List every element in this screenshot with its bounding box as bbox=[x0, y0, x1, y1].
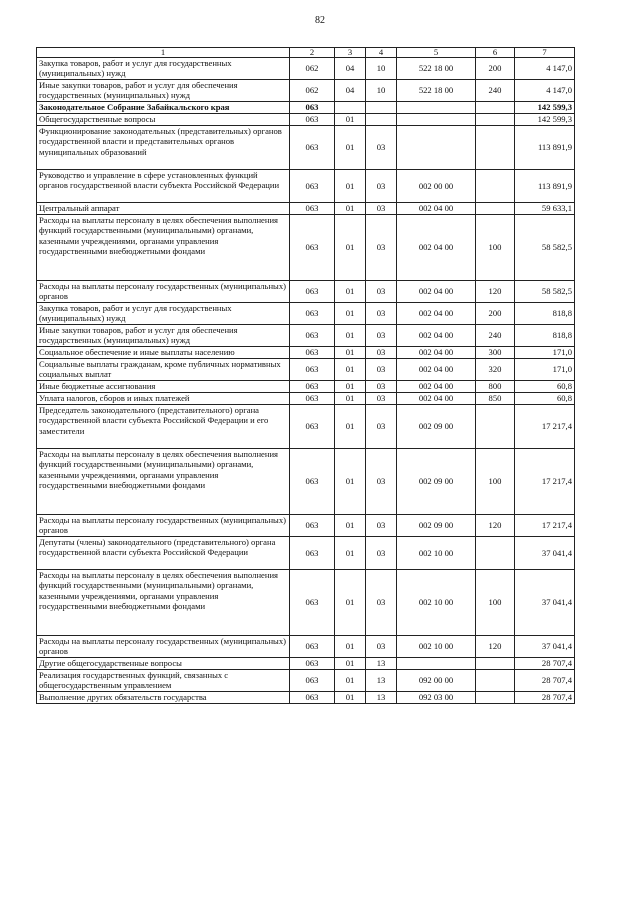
section-code-cell: 04 bbox=[335, 80, 366, 102]
amount-cell: 142 599,3 bbox=[515, 102, 575, 114]
row-name-cell: Иные закупки товаров, работ и услуг для обеспечения государственных (муниципальных) нужд bbox=[37, 325, 290, 347]
section-code-cell: 01 bbox=[335, 381, 366, 393]
expense-type-cell: 100 bbox=[476, 215, 515, 281]
subsection-code-cell: 13 bbox=[366, 658, 397, 670]
expense-type-cell bbox=[476, 203, 515, 215]
amount-cell: 17 217,4 bbox=[515, 449, 575, 515]
section-code-cell: 01 bbox=[335, 570, 366, 636]
amount-cell: 113 891,9 bbox=[515, 126, 575, 170]
subsection-code-cell: 03 bbox=[366, 636, 397, 658]
amount-cell: 171,0 bbox=[515, 347, 575, 359]
subsection-code-cell: 03 bbox=[366, 126, 397, 170]
amount-cell: 60,8 bbox=[515, 393, 575, 405]
target-article-cell: 002 04 00 bbox=[397, 303, 476, 325]
expense-type-cell: 120 bbox=[476, 636, 515, 658]
row-name-cell: Расходы на выплаты персоналу государственных (муниципальных) органов bbox=[37, 281, 290, 303]
row-name-cell: Законодательное Собрание Забайкальского края bbox=[37, 102, 290, 114]
row-name-cell: Руководство и управление в сфере установленных функций органов государственной власти субъекта Российской Федерации bbox=[37, 170, 290, 203]
table-row bbox=[37, 570, 575, 636]
table-row bbox=[37, 325, 575, 347]
section-code-cell: 01 bbox=[335, 281, 366, 303]
admin-code-cell: 063 bbox=[290, 114, 335, 126]
column-header: 7 bbox=[515, 48, 575, 58]
row-name-cell: Социальные выплаты гражданам, кроме публичных нормативных социальных выплат bbox=[37, 359, 290, 381]
target-article-cell bbox=[397, 102, 476, 114]
expense-type-cell: 200 bbox=[476, 58, 515, 80]
target-article-cell: 522 18 00 bbox=[397, 58, 476, 80]
expense-type-cell bbox=[476, 405, 515, 449]
table-row bbox=[37, 203, 575, 215]
column-header: 3 bbox=[335, 48, 366, 58]
section-code-cell: 01 bbox=[335, 347, 366, 359]
target-article-cell: 002 09 00 bbox=[397, 405, 476, 449]
column-header: 2 bbox=[290, 48, 335, 58]
expense-type-cell: 240 bbox=[476, 325, 515, 347]
subsection-code-cell: 13 bbox=[366, 670, 397, 692]
subsection-code-cell: 03 bbox=[366, 537, 397, 570]
column-header: 5 bbox=[397, 48, 476, 58]
row-name-cell: Закупка товаров, работ и услуг для государственных (муниципальных) нужд bbox=[37, 58, 290, 80]
amount-cell: 28 707,4 bbox=[515, 670, 575, 692]
subsection-code-cell: 03 bbox=[366, 449, 397, 515]
expense-type-cell bbox=[476, 537, 515, 570]
subsection-code-cell: 03 bbox=[366, 281, 397, 303]
subsection-code-cell: 03 bbox=[366, 515, 397, 537]
subsection-code-cell: 03 bbox=[366, 381, 397, 393]
row-name-cell: Расходы на выплаты персоналу в целях обеспечения выполнения функций государственными (муниципальными) органами, казенными учреждениями, органами управления государственными внебюджетными фондами bbox=[37, 570, 290, 636]
section-code-cell: 01 bbox=[335, 405, 366, 449]
admin-code-cell: 062 bbox=[290, 58, 335, 80]
admin-code-cell: 063 bbox=[290, 449, 335, 515]
row-name-cell: Иные закупки товаров, работ и услуг для обеспечения государственных (муниципальных) нужд bbox=[37, 80, 290, 102]
admin-code-cell: 063 bbox=[290, 405, 335, 449]
section-code-cell bbox=[335, 102, 366, 114]
table-row bbox=[37, 359, 575, 381]
section-code-cell: 01 bbox=[335, 126, 366, 170]
admin-code-cell: 063 bbox=[290, 102, 335, 114]
table-row bbox=[37, 393, 575, 405]
target-article-cell: 002 04 00 bbox=[397, 359, 476, 381]
section-code-cell: 01 bbox=[335, 215, 366, 281]
amount-cell: 113 891,9 bbox=[515, 170, 575, 203]
section-code-cell: 01 bbox=[335, 170, 366, 203]
admin-code-cell: 063 bbox=[290, 170, 335, 203]
amount-cell: 59 633,1 bbox=[515, 203, 575, 215]
subsection-code-cell: 03 bbox=[366, 570, 397, 636]
expense-type-cell: 120 bbox=[476, 515, 515, 537]
column-header: 4 bbox=[366, 48, 397, 58]
row-name-cell: Расходы на выплаты персоналу в целях обеспечения выполнения функций государственными (муниципальными) органами, казенными учреждениями, органами управления государственными внебюджетными фондами bbox=[37, 449, 290, 515]
amount-cell: 17 217,4 bbox=[515, 515, 575, 537]
row-name-cell: Реализация государственных функций, связанных с общегосударственным управлением bbox=[37, 670, 290, 692]
target-article-cell: 002 04 00 bbox=[397, 325, 476, 347]
subsection-code-cell bbox=[366, 114, 397, 126]
section-code-cell: 01 bbox=[335, 303, 366, 325]
amount-cell: 58 582,5 bbox=[515, 215, 575, 281]
subsection-code-cell: 03 bbox=[366, 393, 397, 405]
table-header-row bbox=[37, 48, 575, 58]
row-name-cell: Уплата налогов, сборов и иных платежей bbox=[37, 393, 290, 405]
target-article-cell: 002 10 00 bbox=[397, 537, 476, 570]
admin-code-cell: 063 bbox=[290, 215, 335, 281]
amount-cell: 171,0 bbox=[515, 359, 575, 381]
section-code-cell: 01 bbox=[335, 515, 366, 537]
section-code-cell: 01 bbox=[335, 692, 366, 704]
amount-cell: 28 707,4 bbox=[515, 692, 575, 704]
table-row bbox=[37, 58, 575, 80]
section-code-cell: 01 bbox=[335, 393, 366, 405]
subsection-code-cell: 03 bbox=[366, 359, 397, 381]
target-article-cell: 092 03 00 bbox=[397, 692, 476, 704]
expense-type-cell bbox=[476, 126, 515, 170]
expense-type-cell: 300 bbox=[476, 347, 515, 359]
target-article-cell: 002 10 00 bbox=[397, 570, 476, 636]
table-row bbox=[37, 80, 575, 102]
subsection-code-cell: 03 bbox=[366, 203, 397, 215]
column-header: 6 bbox=[476, 48, 515, 58]
table-row bbox=[37, 114, 575, 126]
table-row bbox=[37, 126, 575, 170]
section-code-cell: 01 bbox=[335, 114, 366, 126]
subsection-code-cell: 03 bbox=[366, 170, 397, 203]
subsection-code-cell: 10 bbox=[366, 80, 397, 102]
expense-type-cell: 120 bbox=[476, 281, 515, 303]
admin-code-cell: 063 bbox=[290, 658, 335, 670]
subsection-code-cell: 03 bbox=[366, 325, 397, 347]
target-article-cell: 002 09 00 bbox=[397, 449, 476, 515]
target-article-cell bbox=[397, 126, 476, 170]
admin-code-cell: 063 bbox=[290, 692, 335, 704]
expense-type-cell bbox=[476, 170, 515, 203]
row-name-cell: Депутаты (члены) законодательного (представительного) органа государственной власти субъекта Российской Федерации bbox=[37, 537, 290, 570]
admin-code-cell: 063 bbox=[290, 325, 335, 347]
subsection-code-cell: 13 bbox=[366, 692, 397, 704]
section-code-cell: 01 bbox=[335, 636, 366, 658]
table-row bbox=[37, 658, 575, 670]
target-article-cell: 522 18 00 bbox=[397, 80, 476, 102]
admin-code-cell: 063 bbox=[290, 203, 335, 215]
admin-code-cell: 063 bbox=[290, 359, 335, 381]
table-row bbox=[37, 303, 575, 325]
section-code-cell: 01 bbox=[335, 658, 366, 670]
target-article-cell: 002 04 00 bbox=[397, 281, 476, 303]
admin-code-cell: 063 bbox=[290, 126, 335, 170]
target-article-cell: 002 04 00 bbox=[397, 203, 476, 215]
amount-cell: 818,8 bbox=[515, 303, 575, 325]
page-number: 82 bbox=[315, 15, 325, 26]
amount-cell: 37 041,4 bbox=[515, 636, 575, 658]
expense-type-cell: 800 bbox=[476, 381, 515, 393]
expense-type-cell bbox=[476, 692, 515, 704]
admin-code-cell: 063 bbox=[290, 636, 335, 658]
row-name-cell: Выполнение других обязательств государства bbox=[37, 692, 290, 704]
admin-code-cell: 063 bbox=[290, 670, 335, 692]
admin-code-cell: 063 bbox=[290, 303, 335, 325]
row-name-cell: Функционирование законодательных (представительных) органов государственной власти и представительных органов муниципальных образований bbox=[37, 126, 290, 170]
expense-type-cell bbox=[476, 670, 515, 692]
amount-cell: 818,8 bbox=[515, 325, 575, 347]
table-row bbox=[37, 405, 575, 449]
row-name-cell: Председатель законодательного (представительного) органа государственной власти субъекта Российской Федерации и его заместители bbox=[37, 405, 290, 449]
row-name-cell: Расходы на выплаты персоналу в целях обеспечения выполнения функций государственными (муниципальными) органами, казенными учреждениями, органами управления государственными внебюджетными фондами bbox=[37, 215, 290, 281]
row-name-cell: Социальное обеспечение и иные выплаты населению bbox=[37, 347, 290, 359]
section-code-cell: 01 bbox=[335, 670, 366, 692]
expense-type-cell: 100 bbox=[476, 449, 515, 515]
subsection-code-cell: 10 bbox=[366, 58, 397, 80]
table-row bbox=[37, 670, 575, 692]
admin-code-cell: 063 bbox=[290, 381, 335, 393]
amount-cell: 4 147,0 bbox=[515, 58, 575, 80]
admin-code-cell: 062 bbox=[290, 80, 335, 102]
target-article-cell: 002 04 00 bbox=[397, 381, 476, 393]
amount-cell: 142 599,3 bbox=[515, 114, 575, 126]
column-header: 1 bbox=[37, 48, 290, 58]
amount-cell: 58 582,5 bbox=[515, 281, 575, 303]
admin-code-cell: 063 bbox=[290, 570, 335, 636]
row-name-cell: Центральный аппарат bbox=[37, 203, 290, 215]
target-article-cell: 092 00 00 bbox=[397, 670, 476, 692]
expense-type-cell: 200 bbox=[476, 303, 515, 325]
table-row bbox=[37, 636, 575, 658]
row-name-cell: Расходы на выплаты персоналу государственных (муниципальных) органов bbox=[37, 636, 290, 658]
target-article-cell bbox=[397, 658, 476, 670]
section-code-cell: 04 bbox=[335, 58, 366, 80]
target-article-cell bbox=[397, 114, 476, 126]
table-row bbox=[37, 515, 575, 537]
table-row bbox=[37, 215, 575, 281]
table-row bbox=[37, 692, 575, 704]
amount-cell: 17 217,4 bbox=[515, 405, 575, 449]
table-row bbox=[37, 449, 575, 515]
section-code-cell: 01 bbox=[335, 325, 366, 347]
amount-cell: 4 147,0 bbox=[515, 80, 575, 102]
expense-type-cell bbox=[476, 102, 515, 114]
amount-cell: 28 707,4 bbox=[515, 658, 575, 670]
table-row bbox=[37, 347, 575, 359]
row-name-cell: Другие общегосударственные вопросы bbox=[37, 658, 290, 670]
table-row bbox=[37, 381, 575, 393]
subsection-code-cell: 03 bbox=[366, 347, 397, 359]
subsection-code-cell: 03 bbox=[366, 405, 397, 449]
expense-type-cell bbox=[476, 114, 515, 126]
admin-code-cell: 063 bbox=[290, 393, 335, 405]
admin-code-cell: 063 bbox=[290, 347, 335, 359]
section-code-cell: 01 bbox=[335, 359, 366, 381]
amount-cell: 37 041,4 bbox=[515, 570, 575, 636]
section-code-cell: 01 bbox=[335, 449, 366, 515]
amount-cell: 60,8 bbox=[515, 381, 575, 393]
subsection-code-cell: 03 bbox=[366, 303, 397, 325]
section-code-cell: 01 bbox=[335, 203, 366, 215]
section-code-cell: 01 bbox=[335, 537, 366, 570]
admin-code-cell: 063 bbox=[290, 281, 335, 303]
table-row bbox=[37, 537, 575, 570]
target-article-cell: 002 04 00 bbox=[397, 347, 476, 359]
row-name-cell: Расходы на выплаты персоналу государственных (муниципальных) органов bbox=[37, 515, 290, 537]
table-row bbox=[37, 102, 575, 114]
expense-type-cell: 320 bbox=[476, 359, 515, 381]
budget-table bbox=[36, 47, 575, 704]
amount-cell: 37 041,4 bbox=[515, 537, 575, 570]
expense-type-cell: 100 bbox=[476, 570, 515, 636]
expense-type-cell: 850 bbox=[476, 393, 515, 405]
row-name-cell: Закупка товаров, работ и услуг для государственных (муниципальных) нужд bbox=[37, 303, 290, 325]
target-article-cell: 002 09 00 bbox=[397, 515, 476, 537]
target-article-cell: 002 04 00 bbox=[397, 215, 476, 281]
table-row bbox=[37, 281, 575, 303]
table-row bbox=[37, 170, 575, 203]
target-article-cell: 002 10 00 bbox=[397, 636, 476, 658]
target-article-cell: 002 04 00 bbox=[397, 393, 476, 405]
target-article-cell: 002 00 00 bbox=[397, 170, 476, 203]
admin-code-cell: 063 bbox=[290, 515, 335, 537]
subsection-code-cell: 03 bbox=[366, 215, 397, 281]
admin-code-cell: 063 bbox=[290, 537, 335, 570]
subsection-code-cell bbox=[366, 102, 397, 114]
expense-type-cell bbox=[476, 658, 515, 670]
expense-type-cell: 240 bbox=[476, 80, 515, 102]
row-name-cell: Общегосударственные вопросы bbox=[37, 114, 290, 126]
row-name-cell: Иные бюджетные ассигнования bbox=[37, 381, 290, 393]
